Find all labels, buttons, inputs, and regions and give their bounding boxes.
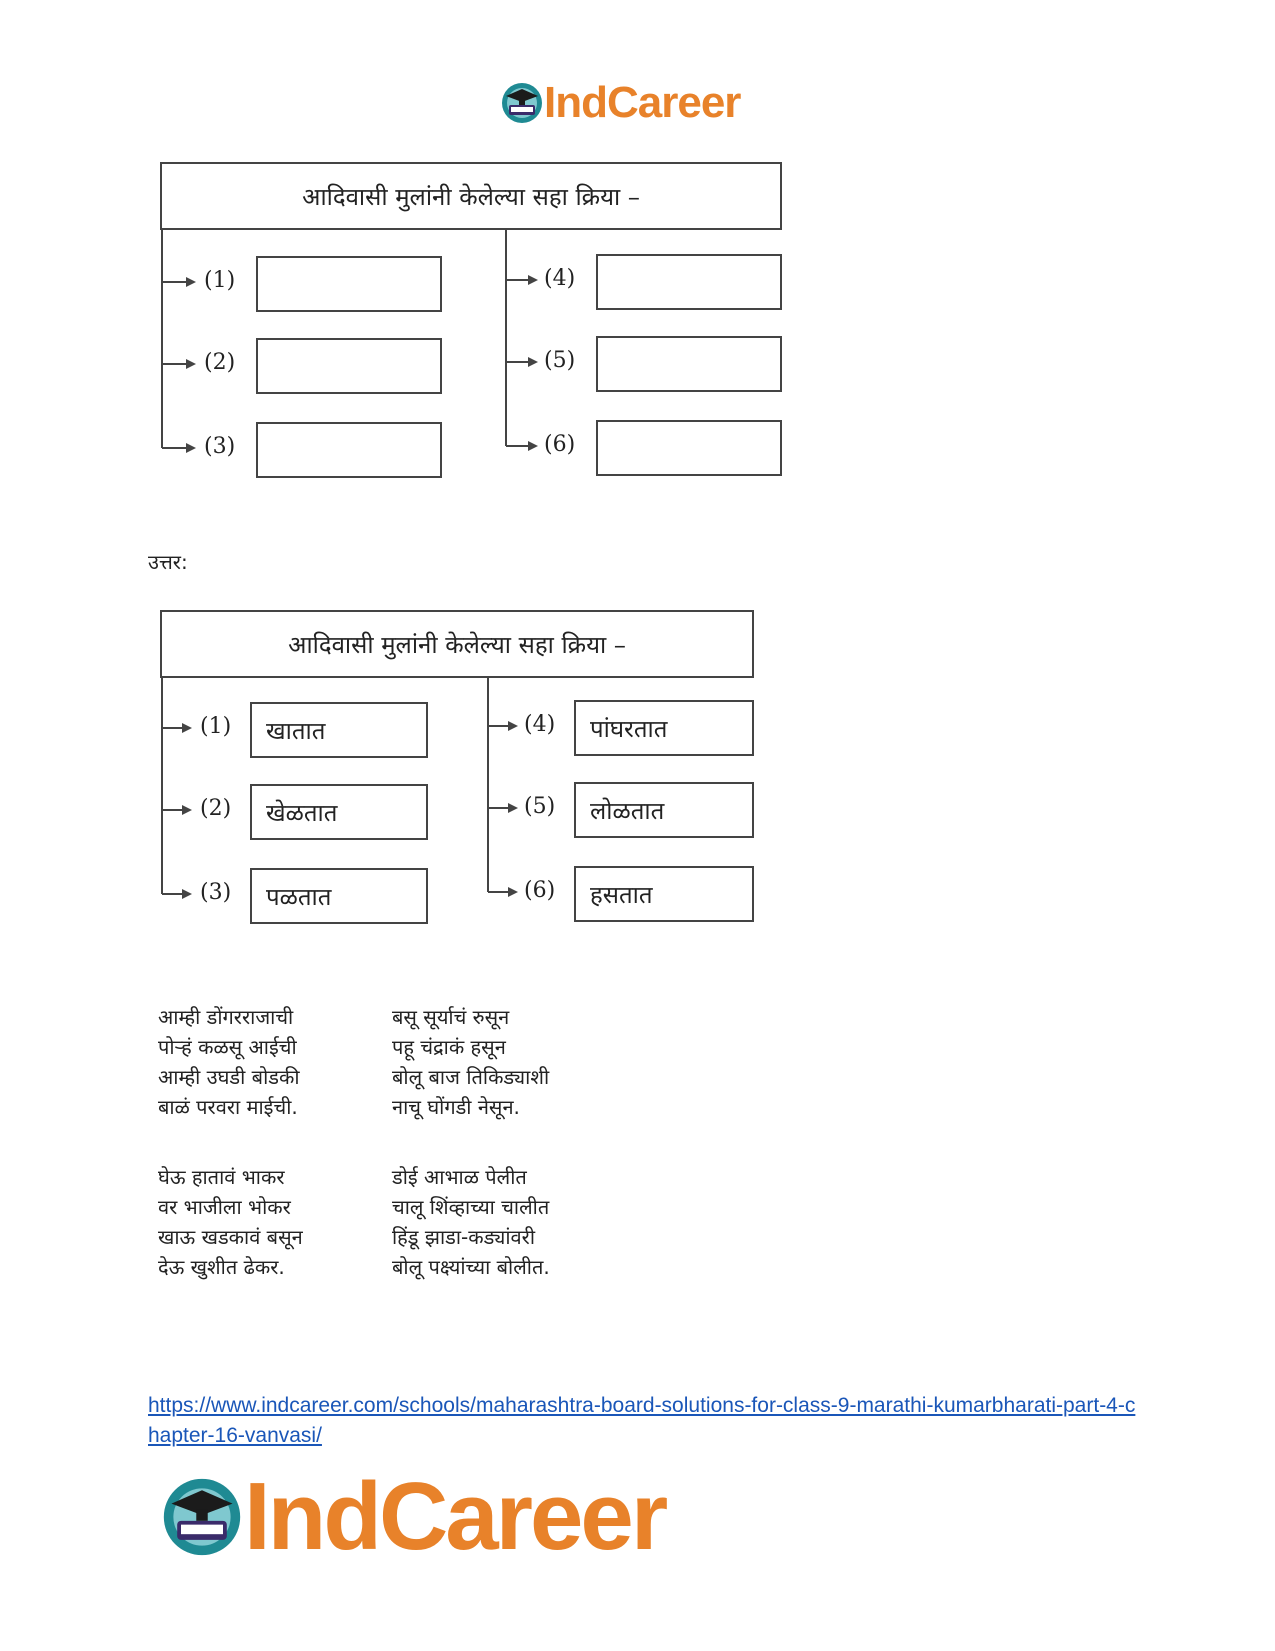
brand-name: IndCareer bbox=[244, 1463, 666, 1570]
answer-label: उत्तर: bbox=[148, 550, 188, 574]
answer-box bbox=[596, 420, 782, 476]
question-diagram bbox=[160, 162, 782, 480]
graduation-cap-book-icon bbox=[160, 1475, 244, 1559]
item-number: (1) bbox=[204, 268, 236, 293]
poem-stanza: बसू सूर्याचं रुसून पहू चंद्राकं हसून बोलू बाज तिकिड्याशी नाचू घोंगडी नेसून. bbox=[392, 1005, 550, 1119]
item-number: (6) bbox=[524, 878, 556, 903]
item-number: (5) bbox=[524, 794, 556, 819]
answer-box: खातात bbox=[250, 702, 428, 758]
header-logo bbox=[500, 78, 740, 128]
item-number: (1) bbox=[200, 714, 232, 739]
item-number: (5) bbox=[544, 348, 576, 373]
poem-stanza: घेऊ हातावं भाकर वर भाजीला भोकर खाऊ खडकावं बसून देऊ खुशीत ढेकर. bbox=[158, 1165, 303, 1279]
item-number: (2) bbox=[204, 350, 236, 375]
answer-box: खेळतात bbox=[250, 784, 428, 840]
answer-box: पांघरतात bbox=[574, 700, 754, 756]
answer-box bbox=[256, 422, 442, 478]
answer-box bbox=[256, 338, 442, 394]
answer-box bbox=[596, 254, 782, 310]
answer-diagram bbox=[160, 610, 754, 926]
source-link[interactable]: https://www.indcareer.com/schools/maharashtra-board-solutions-for-class-9-marathi-kumarbharati-part-4-chapter-16-vanvasi/ bbox=[148, 1394, 1136, 1447]
brand-name: IndCareer bbox=[544, 78, 741, 127]
answer-box: पळतात bbox=[250, 868, 428, 924]
item-number: (3) bbox=[204, 434, 236, 459]
diagram-title: आदिवासी मुलांनी केलेल्या सहा क्रिया – bbox=[160, 162, 782, 230]
answer-box bbox=[596, 336, 782, 392]
item-number: (4) bbox=[544, 266, 576, 291]
answer-box: हसतात bbox=[574, 866, 754, 922]
item-number: (2) bbox=[200, 796, 232, 821]
item-number: (3) bbox=[200, 880, 232, 905]
poem-stanza: आम्ही डोंगरराजाची पोऱ्हं कळसू आईची आम्ही उघडी बोडकी बाळं परवरा माईची. bbox=[158, 1005, 300, 1119]
answer-box bbox=[256, 256, 442, 312]
footer-logo bbox=[160, 1462, 665, 1572]
diagram-title: आदिवासी मुलांनी केलेल्या सहा क्रिया – bbox=[160, 610, 754, 678]
item-number: (4) bbox=[524, 712, 556, 737]
graduation-cap-book-icon bbox=[500, 81, 544, 125]
item-number: (6) bbox=[544, 432, 576, 457]
poem-stanza: डोई आभाळ पेलीत चालू शिंव्हाच्या चालीत हिंडू झाडा-कड्यांवरी बोलू पक्ष्यांच्या बोलीत. bbox=[392, 1165, 550, 1279]
answer-box: लोळतात bbox=[574, 782, 754, 838]
